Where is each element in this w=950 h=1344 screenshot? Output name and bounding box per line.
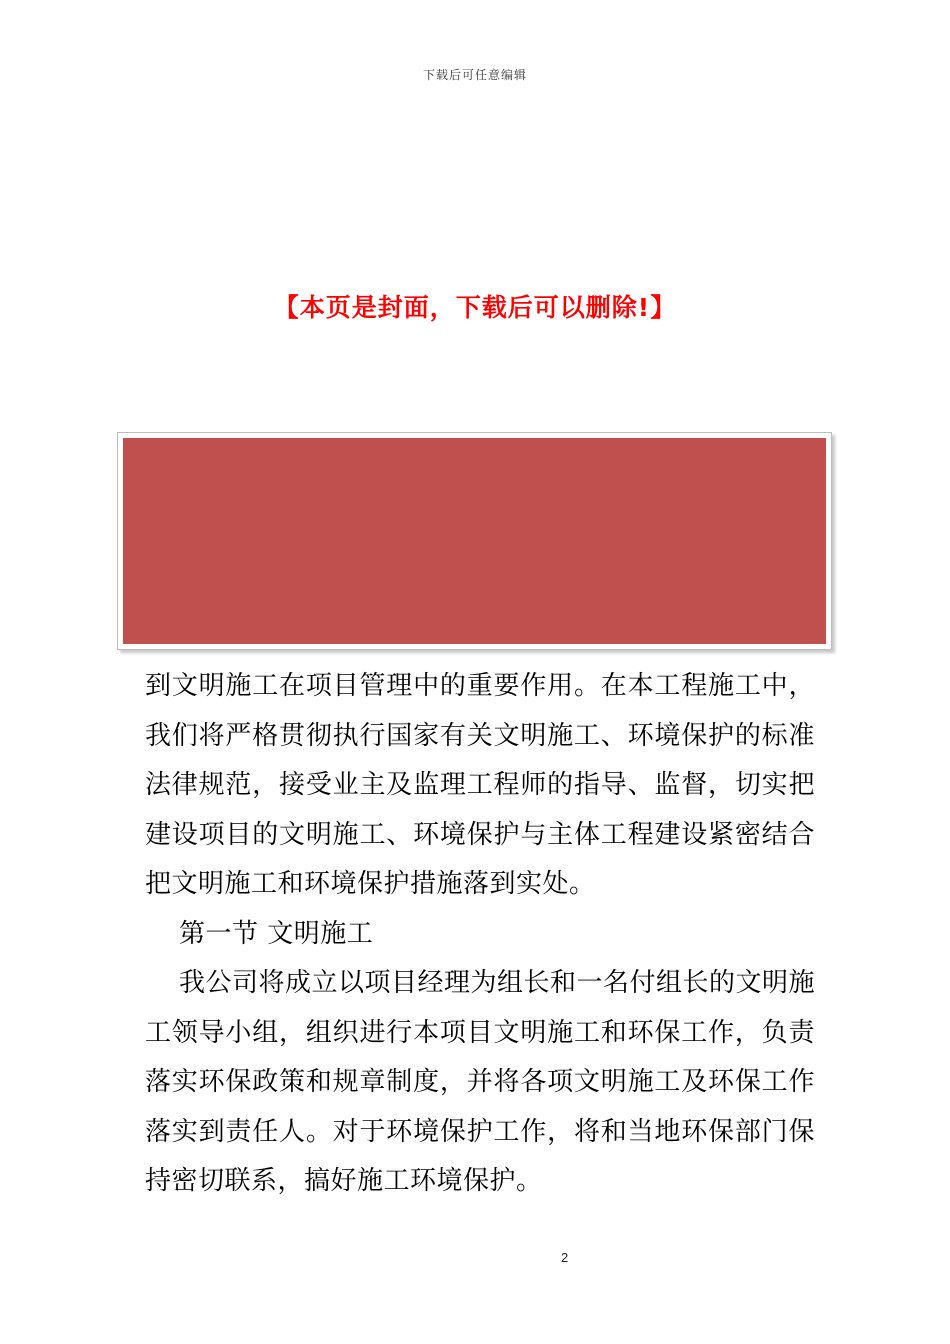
body-paragraph: 到文明施工在项目管理中的重要作用。在本工程施工中，我们将严格贯彻执行国家有关文明施工、环境保护的标准法律规范，接受业主及监理工程师的指导、监督，切实把建设项目的文明施工、环境保护与主体工程建设紧密结合把文明施工和环境保护措施落到实处。 <box>145 671 815 899</box>
document-body <box>145 662 815 1207</box>
cover-banner-fill <box>123 438 826 644</box>
section-heading: 第一节 文明施工 <box>179 918 374 949</box>
cover-delete-notice: 【本页是封面，下载后可以删除!】 <box>273 293 677 322</box>
page-header-note: 下载后可任意编辑 <box>422 68 527 82</box>
page-number: 2 <box>561 1250 569 1265</box>
body-paragraph: 我公司将成立以项目经理为组长和一名付组长的文明施工领导小组，组织进行本项目文明施工和环保工作，负责落实环保政策和规章制度，并将各项文明施工及环保工作落实到责任人。对于环境保护工作，将和当地环保部门保持密切联系，搞好施工环境保护。 <box>145 968 816 1196</box>
cover-banner <box>117 432 832 650</box>
